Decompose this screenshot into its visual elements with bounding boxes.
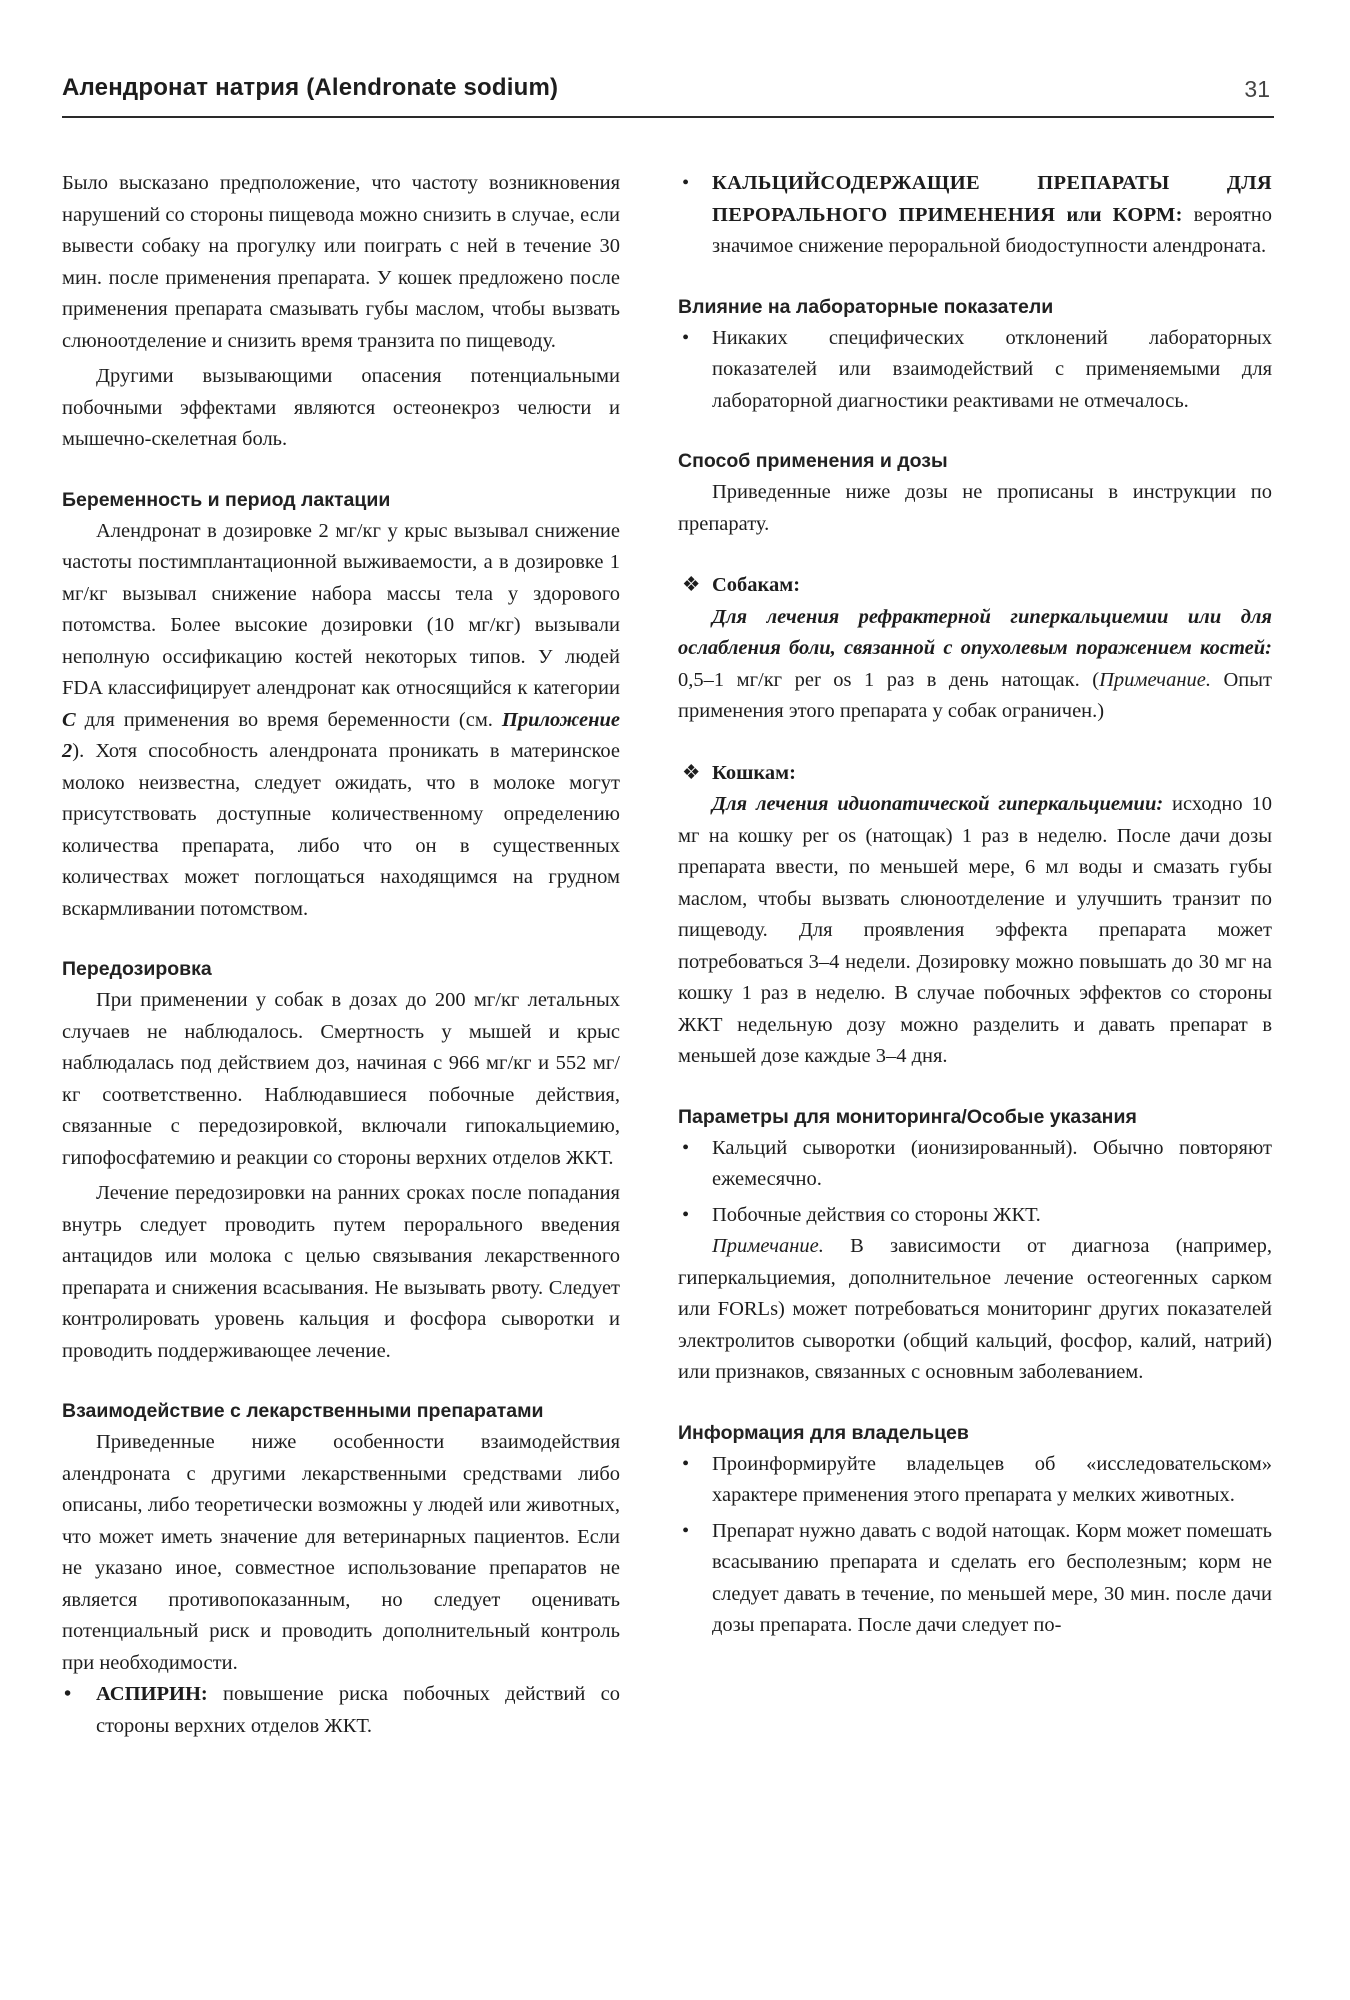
dogs-note-label: Примечание. xyxy=(1099,668,1211,691)
monitoring-note-paragraph xyxy=(678,1231,1272,1389)
bullet-icon: • xyxy=(682,172,690,194)
monitoring-list xyxy=(678,1133,1272,1232)
bullet-icon: • xyxy=(682,326,690,349)
aspirin-text: повышение риска побочных действий со стороны верхних отделов ЖКТ. xyxy=(96,1683,620,1737)
dogs-indication: Для лечения рефрактерной гиперкальциемии или для ослабления боли, связанной с опухолевым поражением костей: xyxy=(678,605,1272,659)
running-title: Алендронат натрия (Alendronate sodium) xyxy=(62,74,559,101)
page-number: 31 xyxy=(1244,76,1270,102)
side-effects-paragraph-1: Было высказано предположение, что частоту возникновения нарушений со стороны пищевода можно снизить в случае, если вывести собаку на прогулку или поиграть с ней в течение 30 мин. после применения препарата. У кошек предложено после применения препарата смазывать губы маслом, чтобы вызвать слюноотделение и снизить время транзита по пищеводу. xyxy=(62,172,620,352)
overdose-paragraph-2: Лечение передозировки на ранних сроках после попадания внутрь следует проводить путем перорального введения антацидов или молока с целью связывания лекарственного препарата и снижения всасывания. Не вызывать рвоту. Следует контролировать уровень кальция и фосфора сыворотки и проводить поддерживающее лечение. xyxy=(62,1182,620,1362)
monitoring-item-2: Побочные действия со стороны ЖКТ. xyxy=(712,1203,1041,1226)
dogs-paragraph xyxy=(678,602,1272,728)
pregnancy-category: C xyxy=(62,708,76,731)
bullet-icon: • xyxy=(682,1203,690,1226)
dogs-note-text: Опыт применения этого препарата у собак ограничен.) xyxy=(678,668,1272,722)
side-effects-paragraph-2: Другими вызывающими опасения потенциальными побочными эффектами являются остеонекроз челюсти и мышечно-скелетная боль. xyxy=(62,365,620,450)
running-header xyxy=(62,74,1274,118)
list-item xyxy=(678,323,1272,418)
bullet-icon: • xyxy=(682,1452,690,1475)
dogs-heading xyxy=(678,570,1272,602)
dosing-section xyxy=(678,447,1272,1073)
owners-item-1: Проинформируйте владельцев об «исследовательском» характере применения этого препарата у мелких животных. xyxy=(712,1452,1272,1506)
appendix-reference: Приложение 2 xyxy=(62,708,620,762)
owners-item-2: Препарат нужно давать с водой натощак. Корм может помешать всасыванию препарата и сделать его бесполезным; корм не следует давать в течение, по меньшей мере, 30 мин. после дачи дозы препарата. После дачи следует по- xyxy=(712,1519,1272,1636)
cats-text: исходно 10 мг на кошку per os (натощак) 1 раз в неделю. После дачи дозы препарата ввести, по меньшей мере, 6 мл воды и смазать губы маслом, чтобы вызвать слюноотделение и улучшить транзит по пищеводу. Для проявления эффекта препарата может потребоваться 3–4 недели. Дозировку можно повышать до 30 мг на кошку 1 раз в неделю. В случае побочных эффектов со стороны ЖКТ недельную дозу можно разделить и давать препарат в меньшей дозе каждые 3–4 дня. xyxy=(678,793,1272,1067)
overdose-paragraph-1: При применении у собак в дозах до 200 мг/кг летальных случаев не наблюдалось. Смертность у мышей и крыс наблюдалась под действием доз, начиная с 966 мг/кг и 552 мг/кг соответственно. Наблюдавшиеся побочные действия, связанные с передозировкой, включали гипокальциемию, гипофосфатемию и реакции со стороны верхних отделов ЖКТ. xyxy=(62,989,620,1169)
monitoring-section xyxy=(678,1103,1272,1389)
list-item xyxy=(678,1516,1272,1642)
bullet-icon: • xyxy=(682,1519,690,1542)
pregnancy-section xyxy=(62,486,620,926)
monitoring-note xyxy=(678,1231,1272,1389)
overdose-heading: Передозировка xyxy=(62,958,212,980)
cats-indication: Для лечения идиопатической гиперкальциемии: xyxy=(712,793,1164,815)
lab-heading: Влияние на лабораторные показатели xyxy=(678,295,1054,318)
calcium-label-or: или xyxy=(1066,203,1102,226)
interactions-paragraph: Приведенные ниже особенности взаимодействия алендроната с другими лекарственными средствами либо описаны, либо теоретически возможны у людей или животных, что может иметь значение для ветеринарных пациентов. Если не указано иное, совместное использование препаратов не является противопоказанным, но следует оценивать потенциальный риск и проводить дополнительный контроль при необходимости. xyxy=(62,1431,620,1674)
bullet-icon: • xyxy=(682,1136,690,1159)
pregnancy-text-b: для применения во время беременности (см. xyxy=(75,708,502,731)
lab-text: Никаких специфических отклонений лабораторных показателей или взаимодействий с применяемыми для лабораторной диагностики реактивами не отмечалось. xyxy=(712,326,1272,412)
interactions-section xyxy=(62,1397,620,1742)
pregnancy-paragraph xyxy=(62,516,620,926)
list-item xyxy=(678,1200,1272,1232)
owners-list xyxy=(678,1449,1272,1642)
aspirin-label: АСПИРИН: xyxy=(96,1683,208,1705)
calcium-label: КАЛЬЦИЙСОДЕРЖАЩИЕ ПРЕПАРАТЫ ДЛЯ ПЕРОРАЛЬНОГО ПРИМЕНЕНИЯ xyxy=(712,172,1272,226)
monitoring-item-1: Кальций сыворотки (ионизированный). Обычно повторяют ежемесячно. xyxy=(712,1136,1272,1190)
calcium-text: вероятно значимое снижение пероральной биодоступности алендроната. xyxy=(712,203,1272,257)
diamond-bullet-icon: ❖ xyxy=(682,761,701,784)
list-item xyxy=(62,1679,620,1742)
calcium-label-feed: КОРМ: xyxy=(1101,203,1183,226)
calcium-interaction-list xyxy=(678,168,1272,263)
interactions-list xyxy=(62,1679,620,1742)
monitoring-heading: Параметры для мониторинга/Особые указания xyxy=(678,1105,1137,1128)
pregnancy-heading: Беременность и период лактации xyxy=(62,488,391,511)
dosing-heading: Способ применения и дозы xyxy=(678,450,948,472)
pregnancy-text-c: ). Хотя способность алендроната проникать в материнское молоко неизвестна, следует ожидать, что в молоке могут присутствовать доступные количественному определению количества препарата, либо что он в существенных количествах может поглощаться находящимся на грудном вскармливании потомством. xyxy=(62,740,620,920)
lab-list xyxy=(678,323,1272,418)
cats-paragraph xyxy=(678,789,1272,1073)
monitoring-note-label: Примечание. xyxy=(712,1235,824,1257)
dogs-label: Собакам: xyxy=(712,574,801,596)
interactions-heading: Взаимодействие с лекарственными препаратами xyxy=(62,1400,544,1422)
owners-heading: Информация для владельцев xyxy=(678,1421,969,1444)
list-item xyxy=(678,1133,1272,1196)
overdose-section xyxy=(62,955,620,1367)
monitoring-note-text: В зависимости от диагноза (например, гиперкальциемия, дополнительное лечение остеогенных сарком или FORLs) может потребоваться мониторинг других показателей электролитов сыворотки (общий кальций, фосфор, калий, натрий) или признаков, связанных с основным заболеванием. xyxy=(678,1235,1272,1383)
right-column xyxy=(678,168,1272,1642)
left-column xyxy=(62,168,620,1742)
bullet-icon: • xyxy=(64,1683,72,1705)
dosing-intro: Приведенные ниже дозы не прописаны в инструкции по препарату. xyxy=(678,481,1272,535)
diamond-bullet-icon: ❖ xyxy=(682,574,701,596)
lab-section xyxy=(678,293,1272,418)
cats-dosing xyxy=(678,758,1272,1073)
list-item xyxy=(678,1449,1272,1512)
dogs-dosing xyxy=(678,570,1272,728)
list-item xyxy=(678,168,1272,263)
owners-section xyxy=(678,1419,1272,1642)
cats-label: Кошкам: xyxy=(712,761,796,784)
dogs-dose: 0,5–1 мг/кг per os 1 раз в день натощак. ( xyxy=(678,668,1100,691)
cats-heading xyxy=(678,758,1272,790)
pregnancy-text-a: Алендронат в дозировке 2 мг/кг у крыс вызывал снижение частоты постимплантационной выживаемости, а в дозировке 1 мг/кг вызывал снижение набора массы тела у здорового потомства. Более высокие дозировки (10 мг/кг) вызывали неполную оссификацию костей некоторых типов. У людей FDA классифицирует алендронат как относящийся к категории xyxy=(62,519,620,699)
